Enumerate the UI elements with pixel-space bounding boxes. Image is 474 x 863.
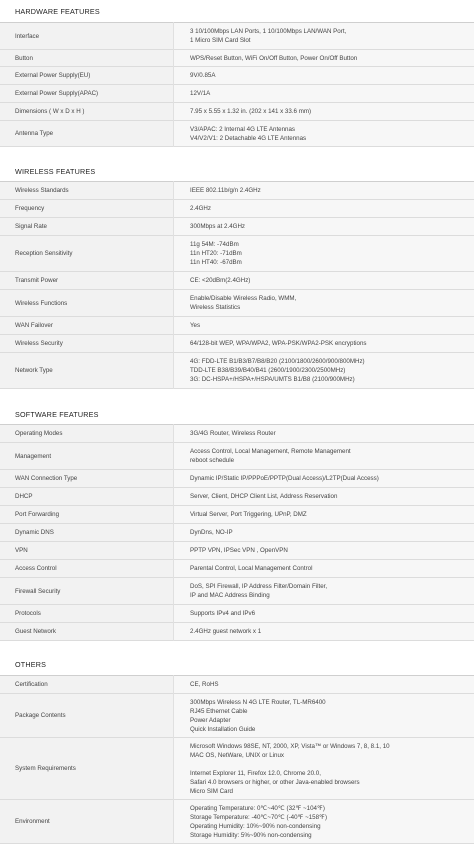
- table-row: [0, 103, 474, 121]
- row-label: WAN Connection Type: [0, 470, 174, 488]
- table-row: [0, 182, 474, 200]
- row-label: Package Contents: [0, 694, 174, 738]
- section-others: [0, 655, 474, 844]
- table-row: [0, 353, 474, 389]
- table-row: [0, 200, 474, 218]
- row-label: Signal Rate: [0, 218, 174, 236]
- row-value: 4G: FDD-LTE B1/B3/B7/B8/B20 (2100/1800/2600/900/800MHz) TDD-LTE B38/B39/B40/B41 (2600/1900/2300/2500MHz) 3G: DC-HSPA+/HSPA+/HSPA/UMTS B1/B8 (2100/900MHz): [174, 353, 474, 389]
- table-row: [0, 50, 474, 67]
- row-label: Interface: [0, 23, 174, 50]
- row-label: DHCP: [0, 488, 174, 506]
- row-value: Parental Control, Local Management Control: [174, 560, 474, 578]
- row-value: 3 10/100Mbps LAN Ports, 1 10/100Mbps LAN/WAN Port, 1 Micro SIM Card Slot: [174, 23, 474, 50]
- row-label: Wireless Security: [0, 335, 174, 353]
- row-value: DynDns, NO-IP: [174, 524, 474, 542]
- section-software-features: [0, 406, 474, 641]
- table-row: [0, 236, 474, 272]
- table-row: [0, 470, 474, 488]
- row-label: Wireless Functions: [0, 290, 174, 317]
- row-value: CE: <20dBm(2.4GHz): [174, 272, 474, 290]
- section-title: SOFTWARE FEATURES: [15, 410, 99, 419]
- row-value: Access Control, Local Management, Remote Management reboot schedule: [174, 443, 474, 470]
- row-label: Dynamic DNS: [0, 524, 174, 542]
- row-value: 9V/0.85A: [174, 67, 474, 85]
- table-row: [0, 605, 474, 623]
- row-value: 2.4GHz guest network x 1: [174, 623, 474, 641]
- row-label: Transmit Power: [0, 272, 174, 290]
- row-value: Microsoft Windows 98SE, NT, 2000, XP, Vista™ or Windows 7, 8, 8.1, 10 MAC OS, NetWare, UNIX or Linux Internet Explorer 11, Firefox 12.0, Chrome 20.0, Safari 4.0 browsers or higher, or other Java-enabled browsers Micro SIM Card: [174, 738, 474, 800]
- row-label: Port Forwarding: [0, 506, 174, 524]
- section-title: WIRELESS FEATURES: [15, 167, 96, 176]
- table-row: [0, 85, 474, 103]
- table-row: [0, 121, 474, 147]
- row-value: 11g 54M: -74dBm 11n HT20: -71dBm 11n HT40: -67dBm: [174, 236, 474, 272]
- table-row: [0, 23, 474, 50]
- table-row: [0, 317, 474, 335]
- section-title: HARDWARE FEATURES: [15, 7, 100, 16]
- row-value: 64/128-bit WEP, WPA/WPA2, WPA-PSK/WPA2-PSK encryptions: [174, 335, 474, 353]
- row-label: Frequency: [0, 200, 174, 218]
- table-row: [0, 560, 474, 578]
- table-row: [0, 218, 474, 236]
- row-value: V3/APAC: 2 Internal 4G LTE Antennas V4/V2/V1: 2 Detachable 4G LTE Antennas: [174, 121, 474, 147]
- section-title: OTHERS: [15, 660, 47, 669]
- row-label: Reception Sensitivity: [0, 236, 174, 272]
- row-label: Dimensions ( W x D x H ): [0, 103, 174, 121]
- row-value: PPTP VPN, IPSec VPN , OpenVPN: [174, 542, 474, 560]
- row-label: Wireless Standards: [0, 182, 174, 200]
- table-row: [0, 67, 474, 85]
- spec-table: [0, 424, 474, 641]
- row-value: 7.95 x 5.55 x 1.32 in. (202 x 141 x 33.6 mm): [174, 103, 474, 121]
- table-row: [0, 738, 474, 800]
- table-row: [0, 425, 474, 443]
- row-value: 3G/4G Router, Wireless Router: [174, 425, 474, 443]
- row-label: Certification: [0, 676, 174, 694]
- row-value: Enable/Disable Wireless Radio, WMM, Wireless Statistics: [174, 290, 474, 317]
- table-row: [0, 335, 474, 353]
- row-value: CE, RoHS: [174, 676, 474, 694]
- row-value: IEEE 802.11b/g/n 2.4GHz: [174, 182, 474, 200]
- row-label: Antenna Type: [0, 121, 174, 147]
- row-label: External Power Supply(APAC): [0, 85, 174, 103]
- row-value: WPS/Reset Button, WiFi On/Off Button, Power On/Off Button: [174, 50, 474, 67]
- row-value: Operating Temperature: 0℃~40℃ (32℉ ~104℉) Storage Temperature: -40℃~70℃ (-40℉ ~158℉) Operating Humidity: 10%~90% non-condensing Storage Humidity: 5%~90% non-condensing: [174, 800, 474, 844]
- spec-table: [0, 675, 474, 844]
- row-label: Button: [0, 50, 174, 67]
- row-label: Protocols: [0, 605, 174, 623]
- row-value: DoS, SPI Firewall, IP Address Filter/Domain Filter, IP and MAC Address Binding: [174, 578, 474, 605]
- row-value: Dynamic IP/Static IP/PPPoE/PPTP(Dual Access)/L2TP(Dual Access): [174, 470, 474, 488]
- table-row: [0, 524, 474, 542]
- section-hardware-features: [0, 0, 474, 147]
- row-value: 300Mbps at 2.4GHz: [174, 218, 474, 236]
- row-label: Network Type: [0, 353, 174, 389]
- row-label: VPN: [0, 542, 174, 560]
- row-label: Guest Network: [0, 623, 174, 641]
- row-label: Firewall Security: [0, 578, 174, 605]
- table-row: [0, 290, 474, 317]
- row-value: Virtual Server, Port Triggering, UPnP, DMZ: [174, 506, 474, 524]
- row-label: Management: [0, 443, 174, 470]
- table-row: [0, 578, 474, 605]
- row-value: 12V/1A: [174, 85, 474, 103]
- table-row: [0, 800, 474, 844]
- row-value: 2.4GHz: [174, 200, 474, 218]
- section-wireless-features: [0, 163, 474, 389]
- table-row: [0, 623, 474, 641]
- table-row: [0, 488, 474, 506]
- table-row: [0, 506, 474, 524]
- row-label: Operating Modes: [0, 425, 174, 443]
- row-value: 300Mbps Wireless N 4G LTE Router, TL-MR6400 RJ45 Ethernet Cable Power Adapter Quick Installation Guide: [174, 694, 474, 738]
- row-label: WAN Failover: [0, 317, 174, 335]
- table-row: [0, 694, 474, 738]
- row-value: Server, Client, DHCP Client List, Address Reservation: [174, 488, 474, 506]
- spec-table: [0, 22, 474, 147]
- table-row: [0, 443, 474, 470]
- table-row: [0, 542, 474, 560]
- table-row: [0, 272, 474, 290]
- row-label: External Power Supply(EU): [0, 67, 174, 85]
- row-value: Yes: [174, 317, 474, 335]
- row-label: Environment: [0, 800, 174, 844]
- spec-table: [0, 181, 474, 389]
- row-value: Supports IPv4 and IPv6: [174, 605, 474, 623]
- row-label: Access Control: [0, 560, 174, 578]
- table-row: [0, 676, 474, 694]
- row-label: System Requirements: [0, 738, 174, 800]
